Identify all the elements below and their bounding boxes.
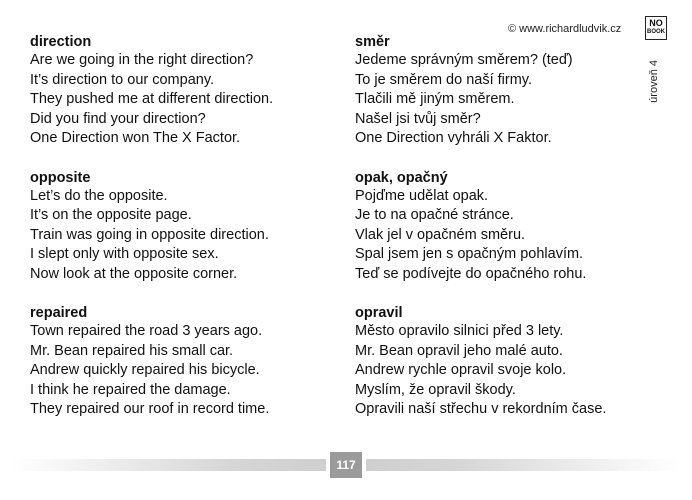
vocab-block-direction	[30, 33, 340, 149]
page-footer	[12, 452, 680, 478]
word-heading: direction	[30, 34, 92, 50]
translated-sentence: Myslím, že opravil škody.	[355, 381, 516, 398]
english-column	[30, 33, 340, 440]
page-number: 117	[330, 452, 362, 478]
example-sentence: It’s on the opposite page.	[30, 207, 192, 223]
example-sentence: They repaired our roof in record time.	[30, 401, 270, 417]
logo-top-text: NO	[649, 18, 663, 28]
translated-sentence: Opravili naší střechu v rekordním čase.	[355, 401, 607, 417]
word-heading: směr	[355, 34, 390, 50]
example-sentence: Town repaired the road 3 years ago.	[30, 323, 263, 339]
example-sentence: I think he repaired the damage.	[30, 381, 231, 398]
vocab-block-opak	[355, 169, 665, 285]
translated-sentence: Teď se podívejte do opačného rohu.	[355, 265, 587, 282]
translated-sentence: Andrew rychle opravil svoje kolo.	[355, 362, 567, 378]
logo-bottom-text: BOOK	[647, 29, 665, 35]
translated-sentence: Spal jsem jen s opačným pohlavím.	[355, 246, 584, 262]
word-heading: opposite	[30, 169, 91, 186]
example-sentence: One Direction won The X Factor.	[30, 130, 241, 146]
level-label: úroveň 4	[648, 60, 660, 103]
translated-sentence: Našel jsi tvůj směr?	[355, 110, 481, 127]
example-sentence: Let’s do the opposite.	[30, 187, 168, 204]
translated-sentence: Jedeme správným směrem? (teď)	[355, 52, 573, 68]
translated-sentence: To je směrem do naší firmy.	[355, 71, 533, 88]
example-sentence: Mr. Bean repaired his small car.	[30, 342, 234, 359]
word-heading: repaired	[30, 305, 88, 321]
word-heading: opravil	[355, 305, 403, 321]
footer-bar-left	[12, 459, 326, 471]
footer-bar-right	[366, 459, 680, 471]
translated-sentence: Vlak jel v opačném směru.	[355, 226, 526, 243]
translated-sentence: Tlačili mě jiným směrem.	[355, 91, 515, 107]
translated-sentence: Mr. Bean opravil jeho malé auto.	[355, 342, 563, 359]
vocab-block-repaired	[30, 304, 340, 420]
translated-sentence: Město opravilo silnici před 3 lety.	[355, 323, 564, 339]
translated-sentence: Pojďme udělat opak.	[355, 187, 489, 204]
vocab-block-opposite	[30, 169, 340, 285]
example-sentence: It’s direction to our company.	[30, 71, 215, 88]
example-sentence: Train was going in opposite direction.	[30, 226, 269, 243]
example-sentence: Andrew quickly repaired his bicycle.	[30, 362, 260, 378]
copyright-text: © www.richardludvik.cz	[508, 23, 622, 35]
word-heading: opak, opačný	[355, 169, 448, 186]
example-sentence: They pushed me at different direction.	[30, 91, 274, 107]
czech-column	[355, 33, 665, 440]
example-sentence: I slept only with opposite sex.	[30, 246, 219, 262]
example-sentence: Are we going in the right direction?	[30, 52, 254, 68]
example-sentence: Now look at the opposite corner.	[30, 265, 238, 282]
example-sentence: Did you find your direction?	[30, 110, 206, 127]
translated-sentence: One Direction vyhráli X Faktor.	[355, 130, 552, 146]
vocab-block-opravil	[355, 304, 665, 420]
vocab-block-smer	[355, 33, 665, 149]
translated-sentence: Je to na opačné stránce.	[355, 207, 514, 223]
